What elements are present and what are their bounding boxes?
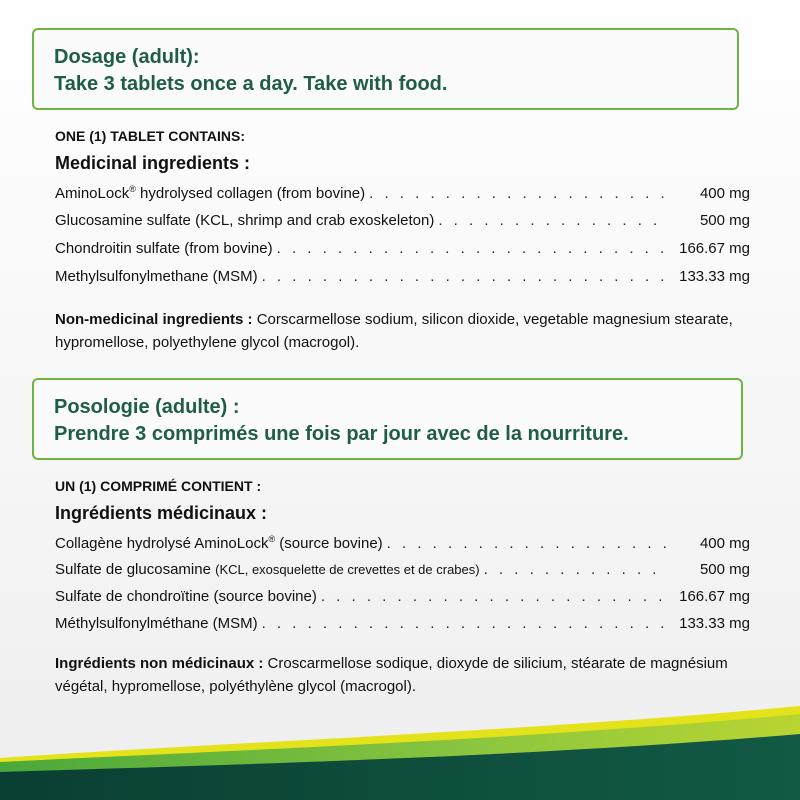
ingredient-amount: 133.33 mg bbox=[679, 268, 750, 285]
registered-mark: ® bbox=[129, 184, 136, 194]
dosage-text: Take 3 tablets once a day. Take with food. bbox=[54, 73, 448, 95]
posologie-heading: Posologie (adulte) : bbox=[54, 396, 240, 418]
ingredient-row bbox=[55, 240, 750, 268]
medicinal-ingredients-title: Medicinal ingredients : bbox=[55, 153, 251, 173]
english-section bbox=[0, 28, 800, 354]
dot-leader bbox=[262, 615, 668, 632]
ingredient-name: AminoLock® hydrolysed collagen (from bovine) bbox=[55, 184, 366, 202]
ingredients-medicinaux-title: Ingrédients médicinaux : bbox=[55, 503, 268, 523]
ingredient-name: Méthylsulfonylméthane (MSM) bbox=[55, 615, 258, 632]
ingredients-non-medicinaux bbox=[55, 652, 755, 698]
ingredient-list bbox=[55, 184, 750, 296]
ingredient-row bbox=[55, 615, 750, 642]
ingredient-amount: 500 mg bbox=[699, 212, 750, 229]
non-medicinal-label-fr: Ingrédients non médicinaux : bbox=[55, 655, 264, 672]
ingredient-amount: 166.67 mg bbox=[679, 588, 750, 605]
posologie-callout bbox=[32, 378, 743, 460]
ingredient-name: Sulfate de glucosamine (KCL, exosquelette de crevettes et de crabes) bbox=[55, 561, 480, 578]
ingredient-list-fr bbox=[55, 534, 750, 642]
dot-leader bbox=[438, 212, 668, 229]
ingredient-name: Methylsulfonylmethane (MSM) bbox=[55, 268, 258, 285]
comprime-contient-label: UN (1) COMPRIMÉ CONTIENT : bbox=[55, 478, 262, 494]
ingredient-name: Chondroitin sulfate (from bovine) bbox=[55, 240, 273, 257]
ingredient-row bbox=[55, 561, 750, 588]
dot-leader bbox=[369, 185, 668, 202]
ingredient-row bbox=[55, 534, 750, 561]
ingredient-row bbox=[55, 184, 750, 212]
dosage-heading: Dosage (adult): bbox=[54, 46, 200, 68]
posologie-text: Prendre 3 comprimés une fois par jour avec de la nourriture. bbox=[54, 423, 629, 445]
tablet-contains-label: ONE (1) TABLET CONTAINS: bbox=[55, 128, 246, 144]
ingredient-amount: 500 mg bbox=[699, 561, 750, 578]
non-medicinal-text-fr: Croscarmellose sodique, dioxyde de silicium, stéarate de magnésium végétal, hypromellose, polyéthylène glycol (macrogol). bbox=[55, 655, 728, 695]
dot-leader bbox=[387, 535, 668, 552]
dosage-callout bbox=[32, 28, 739, 110]
ingredient-amount: 400 mg bbox=[699, 535, 750, 552]
non-medicinal-ingredients bbox=[55, 308, 755, 354]
ingredient-source-note: (KCL, exosquelette de crevettes et de crabes) bbox=[215, 562, 480, 577]
ingredient-row bbox=[55, 588, 750, 615]
decorative-swoosh bbox=[0, 700, 800, 800]
registered-mark: ® bbox=[268, 534, 276, 544]
ingredient-row bbox=[55, 268, 750, 296]
dot-leader bbox=[277, 240, 668, 257]
ingredient-amount: 400 mg bbox=[699, 185, 750, 202]
dot-leader bbox=[262, 268, 668, 285]
non-medicinal-label: Non-medicinal ingredients : bbox=[55, 311, 253, 328]
ingredient-name: Glucosamine sulfate (KCL, shrimp and crab exoskeleton) bbox=[55, 212, 435, 229]
ingredient-name: Collagène hydrolysé AminoLock® (source bovine) bbox=[55, 534, 383, 552]
ingredient-name: Sulfate de chondroïtine (source bovine) bbox=[55, 588, 317, 605]
dot-leader bbox=[321, 588, 668, 605]
ingredient-amount: 166.67 mg bbox=[679, 240, 750, 257]
ingredient-row bbox=[55, 212, 750, 240]
french-section bbox=[0, 378, 800, 698]
ingredients-content bbox=[55, 127, 750, 354]
ingredients-content-fr bbox=[55, 477, 750, 698]
ingredient-amount: 133.33 mg bbox=[679, 615, 750, 632]
dot-leader bbox=[484, 561, 668, 578]
non-medicinal-text: Corscarmellose sodium, silicon dioxide, vegetable magnesium stearate, hypromellose, polyethylene glycol (macrogol). bbox=[55, 311, 733, 351]
